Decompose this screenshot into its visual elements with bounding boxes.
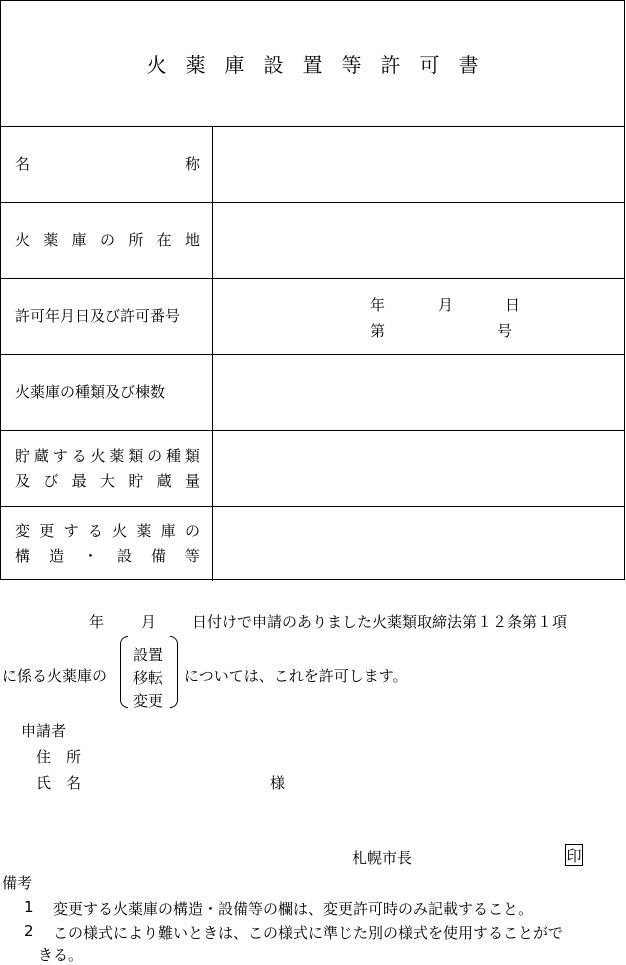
row-name bbox=[1, 127, 624, 203]
applicant-label: 申請者 bbox=[21, 722, 67, 740]
label-char: 在 bbox=[156, 231, 172, 249]
option-henko: 変更 bbox=[133, 692, 164, 710]
bracket-right bbox=[170, 636, 178, 708]
type-count-value-field[interactable] bbox=[213, 355, 624, 430]
label-char: す bbox=[63, 522, 79, 540]
option-iten: 移転 bbox=[133, 669, 164, 687]
label-char: の bbox=[184, 522, 200, 540]
label-char: 火 bbox=[15, 231, 31, 249]
label-location bbox=[15, 228, 200, 253]
label-type-count: 火薬庫の種類及び棟数 bbox=[15, 383, 166, 401]
row-change bbox=[1, 507, 624, 581]
label-char: び bbox=[43, 471, 59, 490]
label-char: の bbox=[147, 446, 163, 465]
label-permit: 許可年月日及び許可番号 bbox=[15, 307, 181, 325]
label-storage-line1 bbox=[15, 444, 200, 469]
label-char: 薬 bbox=[136, 522, 152, 540]
label-char: ・ bbox=[82, 547, 98, 565]
note-2-number: 2 bbox=[24, 922, 34, 940]
permit-year: 年 bbox=[370, 296, 386, 314]
label-char: 類 bbox=[128, 446, 144, 465]
label-char: 薬 bbox=[43, 231, 59, 249]
label-char: 蔵 bbox=[156, 471, 172, 490]
label-char: 地 bbox=[184, 231, 200, 249]
change-value-field[interactable] bbox=[213, 507, 624, 581]
label-storage-line2 bbox=[15, 469, 200, 494]
label-name-left: 名 bbox=[15, 155, 31, 173]
notes-heading: 備考 bbox=[2, 874, 33, 892]
form-title-cell bbox=[1, 1, 624, 127]
label-char: 量 bbox=[184, 471, 200, 490]
label-change-line2 bbox=[15, 544, 200, 569]
location-value-field[interactable] bbox=[213, 203, 624, 278]
label-char: 種 bbox=[166, 446, 182, 465]
label-char: 火 bbox=[112, 522, 128, 540]
label-char: 薬 bbox=[109, 446, 125, 465]
seal-label: 印 bbox=[566, 846, 582, 865]
row-permit bbox=[1, 279, 624, 355]
body-month: 月 bbox=[141, 613, 157, 631]
label-char: 庫 bbox=[160, 522, 176, 540]
label-char: 造 bbox=[48, 547, 64, 565]
name-label: 氏 名 bbox=[36, 774, 82, 792]
label-char: 等 bbox=[184, 547, 200, 565]
label-char: 設 bbox=[116, 547, 132, 565]
label-char: 備 bbox=[150, 547, 166, 565]
note-1-number: 1 bbox=[24, 898, 34, 916]
option-setchi: 設置 bbox=[133, 646, 164, 664]
bracket-left bbox=[120, 636, 128, 708]
permit-no-prefix: 第 bbox=[370, 322, 386, 340]
label-char: 構 bbox=[15, 547, 31, 565]
body-year: 年 bbox=[89, 613, 105, 631]
label-char: 貯 bbox=[128, 471, 144, 490]
row-type-count bbox=[1, 355, 624, 431]
note-1-text: 変更する火薬庫の構造・設備等の欄は、変更許可時のみ記載すること。 bbox=[53, 900, 534, 918]
label-name-right: 称 bbox=[184, 155, 200, 173]
body-line2-suffix: については、これを許可します。 bbox=[184, 667, 408, 685]
label-char: 更 bbox=[39, 522, 55, 540]
label-char: 所 bbox=[128, 231, 144, 249]
body-line1-rest: 日付けで申請のありました火薬類取締法第１２条第１項 bbox=[192, 613, 568, 631]
permit-value-field[interactable] bbox=[213, 279, 624, 354]
sama-label: 様 bbox=[270, 774, 286, 792]
address-label: 住 所 bbox=[36, 748, 82, 766]
note-2-continued: きる。 bbox=[38, 946, 84, 964]
name-value-field[interactable] bbox=[213, 127, 624, 202]
label-char: 最 bbox=[71, 471, 87, 490]
label-char: 変 bbox=[15, 522, 31, 540]
note-2-text: この様式により難いときは、この様式に準じた別の様式を使用することがで bbox=[53, 924, 564, 942]
label-char: の bbox=[99, 231, 115, 249]
label-char: 火 bbox=[90, 446, 106, 465]
permit-no-suffix: 号 bbox=[497, 322, 513, 340]
row-name-label bbox=[1, 127, 213, 202]
label-char: る bbox=[71, 446, 87, 465]
permit-day: 日 bbox=[505, 296, 521, 314]
label-char: 類 bbox=[184, 446, 200, 465]
label-char: 大 bbox=[99, 471, 115, 490]
label-char: 蔵 bbox=[33, 446, 49, 465]
storage-value-field[interactable] bbox=[213, 431, 624, 506]
label-char: 庫 bbox=[71, 231, 87, 249]
label-change-line1 bbox=[15, 519, 200, 544]
body-line2-prefix: に係る火薬庫の bbox=[2, 667, 108, 685]
label-char: 及 bbox=[15, 471, 31, 490]
permit-type-options bbox=[120, 636, 178, 710]
form-title: 火薬庫設置等許可書 bbox=[146, 53, 498, 77]
label-char: 貯 bbox=[15, 446, 31, 465]
permit-month: 月 bbox=[438, 296, 454, 314]
seal-stamp bbox=[565, 844, 583, 866]
issuer-label: 札幌市長 bbox=[352, 849, 413, 867]
label-char: る bbox=[87, 522, 103, 540]
label-char: す bbox=[52, 446, 68, 465]
row-location bbox=[1, 203, 624, 279]
row-storage bbox=[1, 431, 624, 507]
